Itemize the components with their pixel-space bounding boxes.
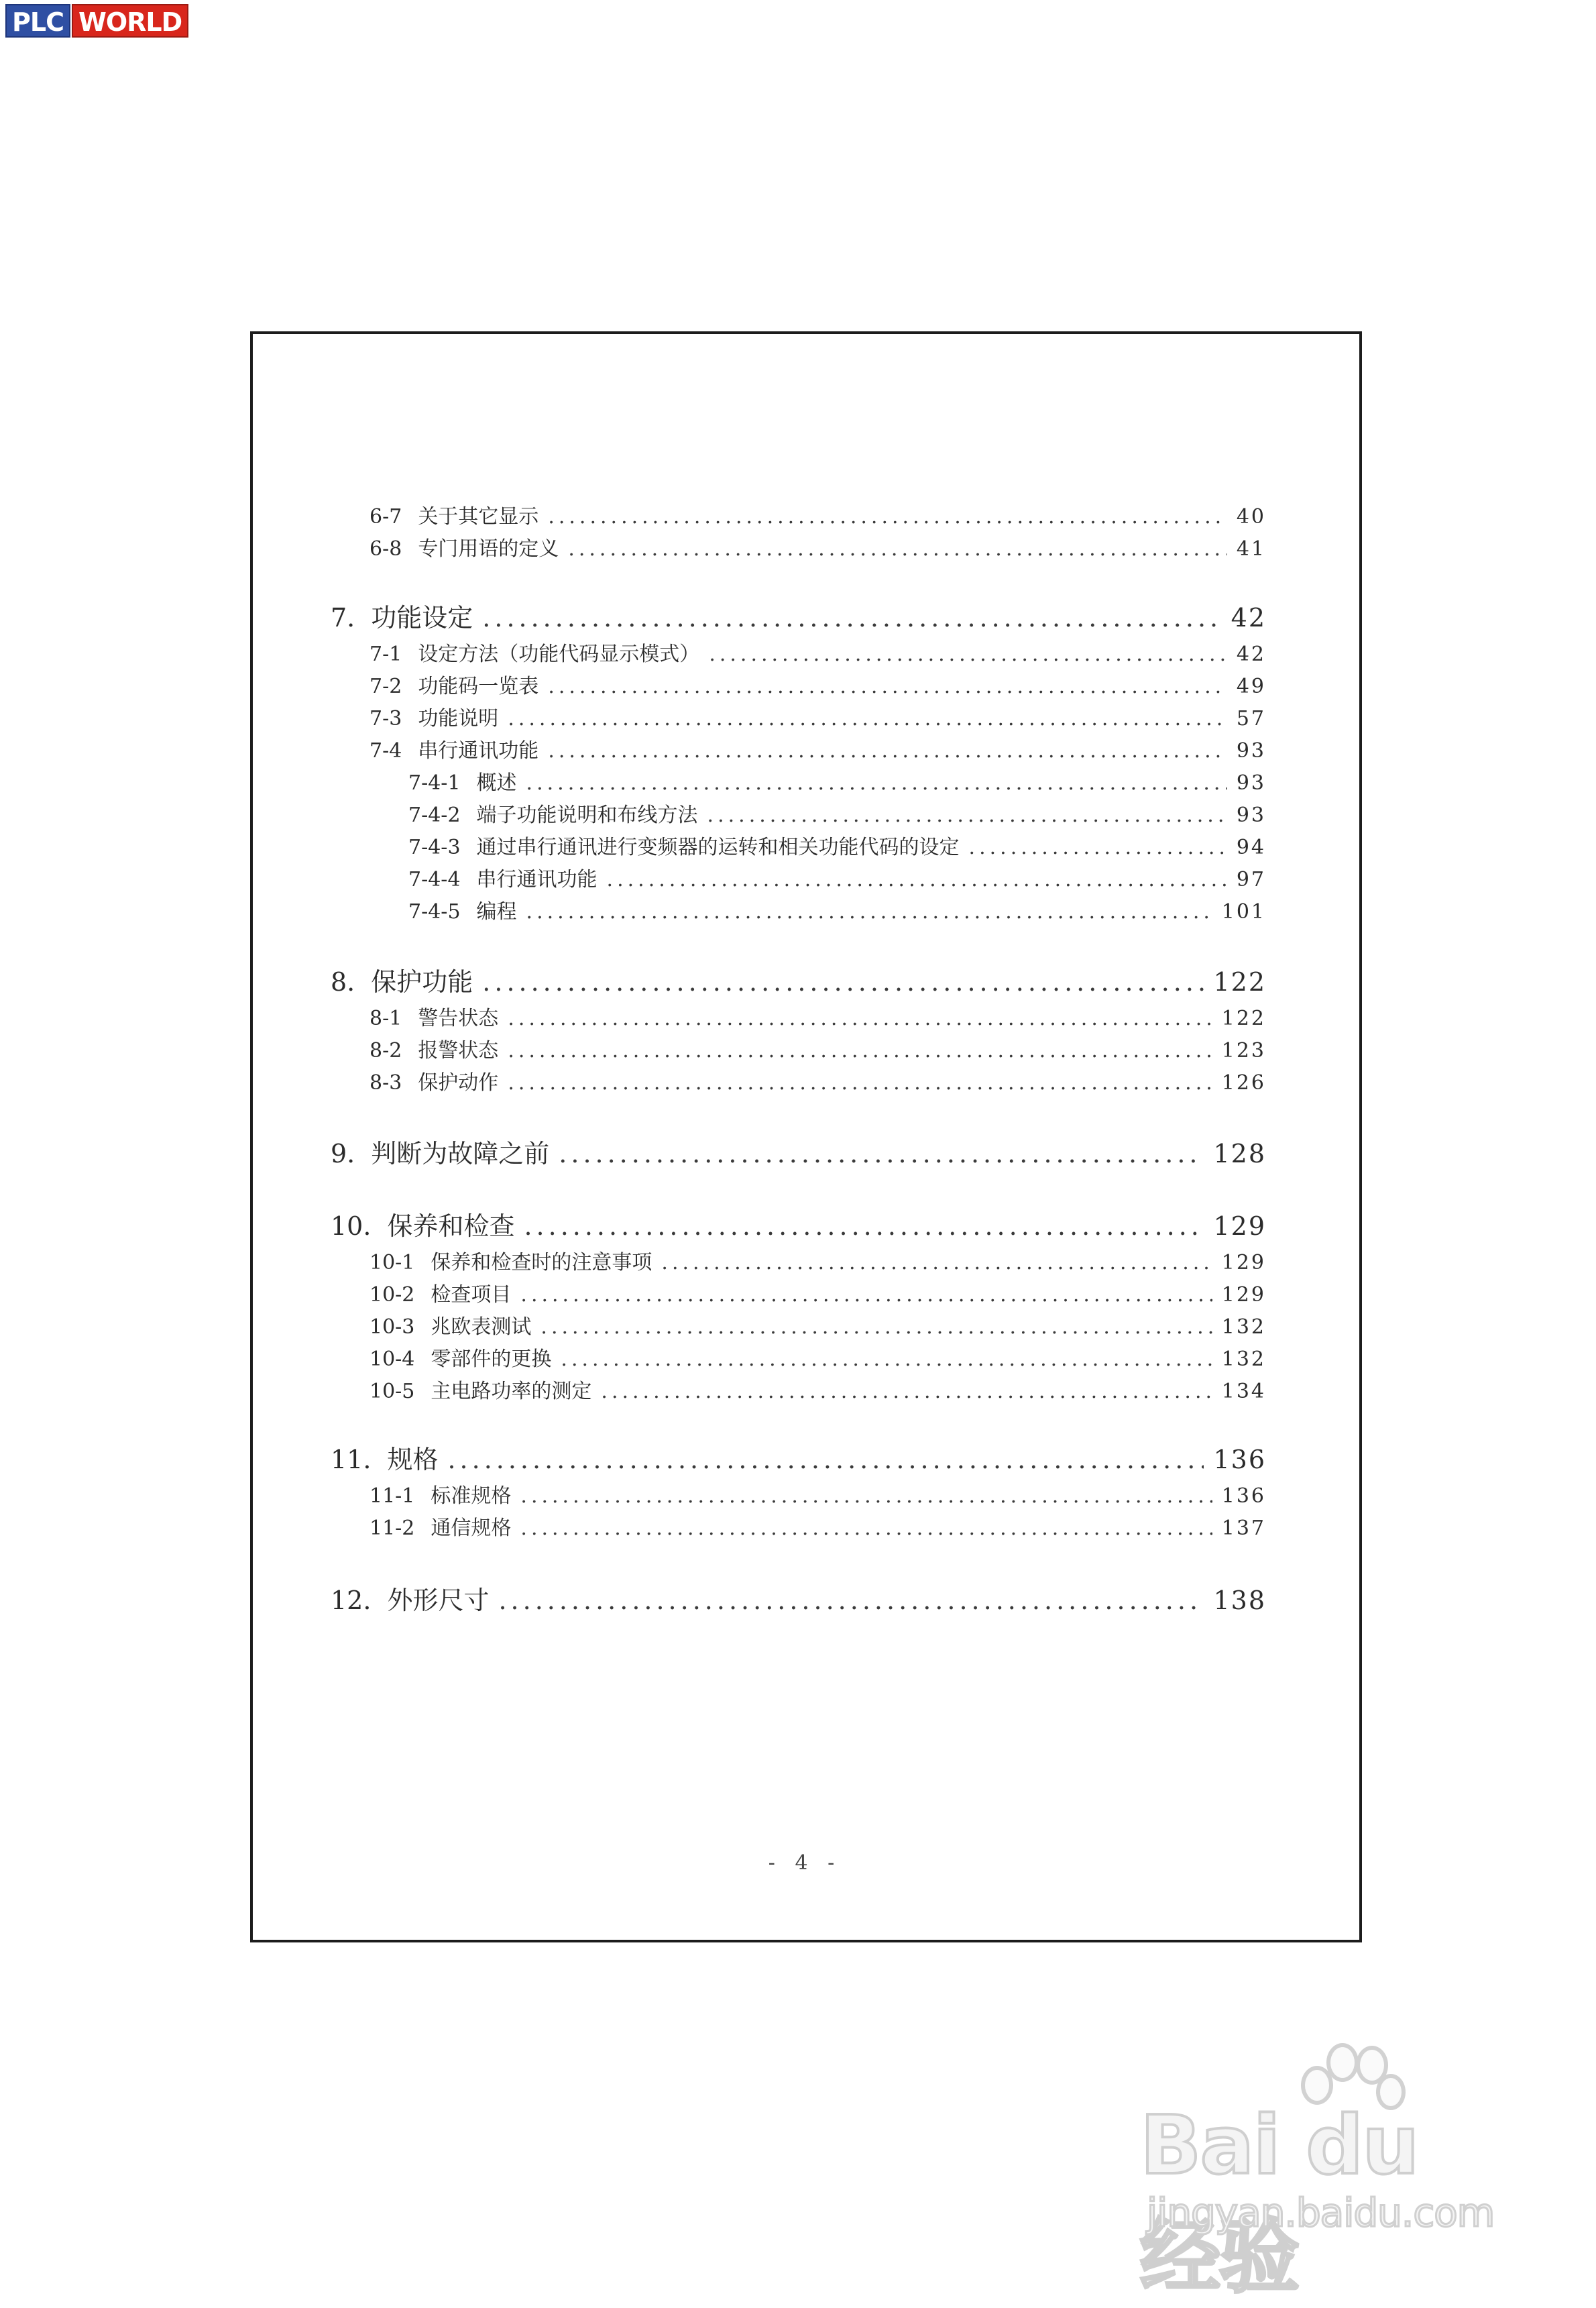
toc-entry-page: 137: [1221, 1517, 1266, 1540]
toc-dot-leader: [661, 1251, 1212, 1274]
toc-entry-number: 10-5: [369, 1380, 415, 1403]
toc-entry-page: 93: [1236, 771, 1266, 795]
toc-entry-number: 7-4-2: [408, 804, 461, 827]
toc-dot-leader: [526, 771, 1227, 795]
toc-entry-page: 128: [1213, 1139, 1266, 1168]
toc-entry-number: 7-3: [369, 707, 402, 730]
toc-dot-leader: [561, 1348, 1212, 1371]
toc-entry-number: 6-8: [369, 537, 402, 561]
toc-entry-title: 标准规格: [431, 1484, 512, 1508]
toc-dot-leader: [482, 967, 1204, 997]
toc-dot-leader: [482, 603, 1221, 633]
toc-dot-leader: [707, 804, 1227, 827]
toc-dot-leader: [559, 1139, 1204, 1168]
toc-entry-number: 11-1: [369, 1484, 415, 1508]
toc-entry-page: 40: [1236, 505, 1266, 529]
toc-entry-number: 7-2: [369, 675, 402, 698]
toc-entry[interactable]: [369, 1034, 1266, 1063]
toc-dot-leader: [548, 505, 1227, 529]
toc-entry-number: 10-4: [369, 1348, 415, 1371]
toc-entry[interactable]: [369, 1479, 1266, 1508]
toc-entry-number: 7.: [331, 603, 355, 633]
toc-entry-page: 57: [1236, 707, 1266, 730]
toc-dot-leader: [601, 1380, 1212, 1403]
toc-dot-leader: [607, 868, 1227, 891]
toc-entry[interactable]: [408, 798, 1266, 828]
toc-entry-number: 7-4: [369, 739, 402, 763]
toc-entry-title: 串行通讯功能: [476, 868, 597, 891]
toc-entry-page: 134: [1221, 1380, 1266, 1403]
toc-dot-leader: [508, 707, 1227, 730]
toc-dot-leader: [508, 1007, 1212, 1030]
toc-entry-number: 12.: [331, 1586, 372, 1615]
toc-entry-number: 6-7: [369, 505, 402, 529]
toc-entry-title: 检查项目: [431, 1283, 512, 1307]
toc-entry-number: 10-2: [369, 1283, 415, 1307]
toc-entry-title: 编程: [476, 900, 517, 924]
toc-entry-page: 41: [1236, 537, 1266, 561]
toc-dot-leader: [540, 1315, 1212, 1339]
toc-entry[interactable]: [369, 702, 1266, 731]
toc-entry-number: 10-3: [369, 1315, 415, 1339]
toc-entry-page: 93: [1236, 804, 1266, 827]
toc-entry-page: 129: [1213, 1211, 1266, 1241]
toc-entry-title: 功能码一览表: [418, 675, 539, 698]
toc-entry-number: 8-3: [369, 1071, 402, 1095]
toc-entry-page: 97: [1236, 868, 1266, 891]
toc-entry-page: 94: [1236, 836, 1266, 859]
toc-entry[interactable]: [369, 1310, 1266, 1339]
toc-entry-number: 7-4-3: [408, 836, 461, 859]
toc-entry-title: 规格: [387, 1445, 439, 1474]
toc-entry[interactable]: [369, 1511, 1266, 1541]
toc-entry-title: 关于其它显示: [418, 505, 539, 529]
toc-entry-title: 通信规格: [431, 1517, 512, 1540]
toc-entry-page: 122: [1221, 1007, 1266, 1030]
baidu-jingyan-watermark: [1140, 2039, 1516, 2304]
toc-entry[interactable]: [369, 1374, 1266, 1404]
logo-world-text: WORLD: [72, 4, 188, 38]
toc-entry[interactable]: [369, 637, 1266, 667]
toc-dot-leader: [498, 1586, 1204, 1615]
plcworld-logo: [5, 4, 188, 38]
toc-entry-title: 外形尺寸: [387, 1586, 490, 1615]
watermark-brand: Bai du 经验: [1140, 2099, 1418, 2304]
toc-entry-number: 10-1: [369, 1251, 415, 1274]
toc-entry-title: 功能设定: [371, 603, 473, 633]
page-number: - 4 -: [768, 1851, 842, 1875]
toc-entry-page: 101: [1221, 900, 1266, 924]
toc-entry[interactable]: [331, 1580, 1266, 1616]
toc-entry[interactable]: [369, 1066, 1266, 1095]
toc-entry[interactable]: [369, 734, 1266, 763]
toc-dot-leader: [709, 643, 1227, 666]
toc-entry-title: 警告状态: [418, 1007, 499, 1030]
toc-entry-number: 8-1: [369, 1007, 402, 1030]
toc-dot-leader: [447, 1445, 1204, 1474]
toc-dot-leader: [568, 537, 1227, 561]
toc-entry-number: 8.: [331, 967, 355, 997]
toc-dot-leader: [520, 1517, 1212, 1540]
toc-entry-number: 9.: [331, 1139, 355, 1168]
toc-entry-title: 端子功能说明和布线方法: [476, 804, 698, 827]
toc-dot-leader: [526, 900, 1212, 924]
toc-entry-page: 42: [1231, 603, 1266, 633]
toc-entry[interactable]: [331, 1205, 1266, 1242]
toc-entry[interactable]: [331, 1439, 1266, 1475]
toc-entry-page: 122: [1213, 967, 1266, 997]
toc-entry[interactable]: [369, 1246, 1266, 1275]
toc-entry-page: 138: [1213, 1586, 1266, 1615]
toc-dot-leader: [508, 1071, 1212, 1095]
toc-entry[interactable]: [369, 1001, 1266, 1031]
toc-entry-title: 报警状态: [418, 1039, 499, 1062]
toc-entry-title: 判断为故障之前: [371, 1139, 550, 1168]
toc-entry[interactable]: [369, 669, 1266, 699]
toc-entry[interactable]: [408, 830, 1266, 860]
logo-plc-text: PLC: [5, 4, 70, 38]
toc-entry-title: 主电路功率的测定: [431, 1380, 592, 1403]
toc-entry[interactable]: [331, 1133, 1266, 1169]
toc-entry-title: 功能说明: [418, 707, 499, 730]
toc-entry-title: 保养和检查: [387, 1211, 515, 1241]
toc-entry[interactable]: [331, 597, 1266, 633]
toc-entry[interactable]: [369, 532, 1266, 561]
toc-entry-number: 7-4-4: [408, 868, 461, 891]
toc-entry-number: 7-1: [369, 643, 402, 666]
toc-dot-leader: [508, 1039, 1212, 1062]
toc-entry-page: 42: [1236, 643, 1266, 666]
toc-entry[interactable]: [369, 1278, 1266, 1307]
toc-entry-number: 7-4-5: [408, 900, 461, 924]
toc-dot-leader: [969, 836, 1227, 859]
toc-entry-title: 保养和检查时的注意事项: [431, 1251, 652, 1274]
toc-entry-page: 123: [1221, 1039, 1266, 1062]
toc-entry-page: 129: [1221, 1251, 1266, 1274]
toc-entry-page: 136: [1221, 1484, 1266, 1508]
toc-entry-page: 93: [1236, 739, 1266, 763]
toc-entry[interactable]: [331, 961, 1266, 997]
toc-dot-leader: [548, 675, 1227, 698]
toc-entry-title: 概述: [476, 771, 517, 795]
toc-entry[interactable]: [369, 1342, 1266, 1372]
toc-entry-title: 兆欧表测试: [431, 1315, 532, 1339]
toc-dot-leader: [524, 1211, 1204, 1241]
toc-entry[interactable]: [369, 500, 1266, 529]
toc-entry-title: 串行通讯功能: [418, 739, 539, 763]
toc-entry-number: 10.: [331, 1211, 372, 1241]
toc-entry-page: 126: [1221, 1071, 1266, 1095]
toc-entry-number: 11.: [331, 1445, 372, 1474]
toc-entry-number: 7-4-1: [408, 771, 461, 795]
toc-entry[interactable]: [408, 895, 1266, 924]
toc-dot-leader: [548, 739, 1227, 763]
toc-entry[interactable]: [408, 863, 1266, 892]
toc-entry-title: 设定方法（功能代码显示模式）: [418, 643, 700, 666]
toc-entry-title: 保护动作: [418, 1071, 499, 1095]
toc-entry-title: 保护功能: [371, 967, 473, 997]
toc-entry-page: 129: [1221, 1283, 1266, 1307]
toc-entry-page: 132: [1221, 1348, 1266, 1371]
toc-entry-title: 专门用语的定义: [418, 537, 559, 561]
toc-entry-page: 132: [1221, 1315, 1266, 1339]
toc-dot-leader: [520, 1283, 1212, 1307]
toc-entry[interactable]: [408, 766, 1266, 795]
watermark-site: jingyan.baidu.com: [1147, 2190, 1495, 2236]
toc-entry-title: 零部件的更换: [431, 1348, 552, 1371]
toc-entry-number: 8-2: [369, 1039, 402, 1062]
toc-entry-page: 136: [1213, 1445, 1266, 1474]
toc-entry-page: 49: [1236, 675, 1266, 698]
toc-dot-leader: [520, 1484, 1212, 1508]
toc-entry-number: 11-2: [369, 1517, 415, 1540]
toc-entry-title: 通过串行通讯进行变频器的运转和相关功能代码的设定: [476, 836, 960, 859]
